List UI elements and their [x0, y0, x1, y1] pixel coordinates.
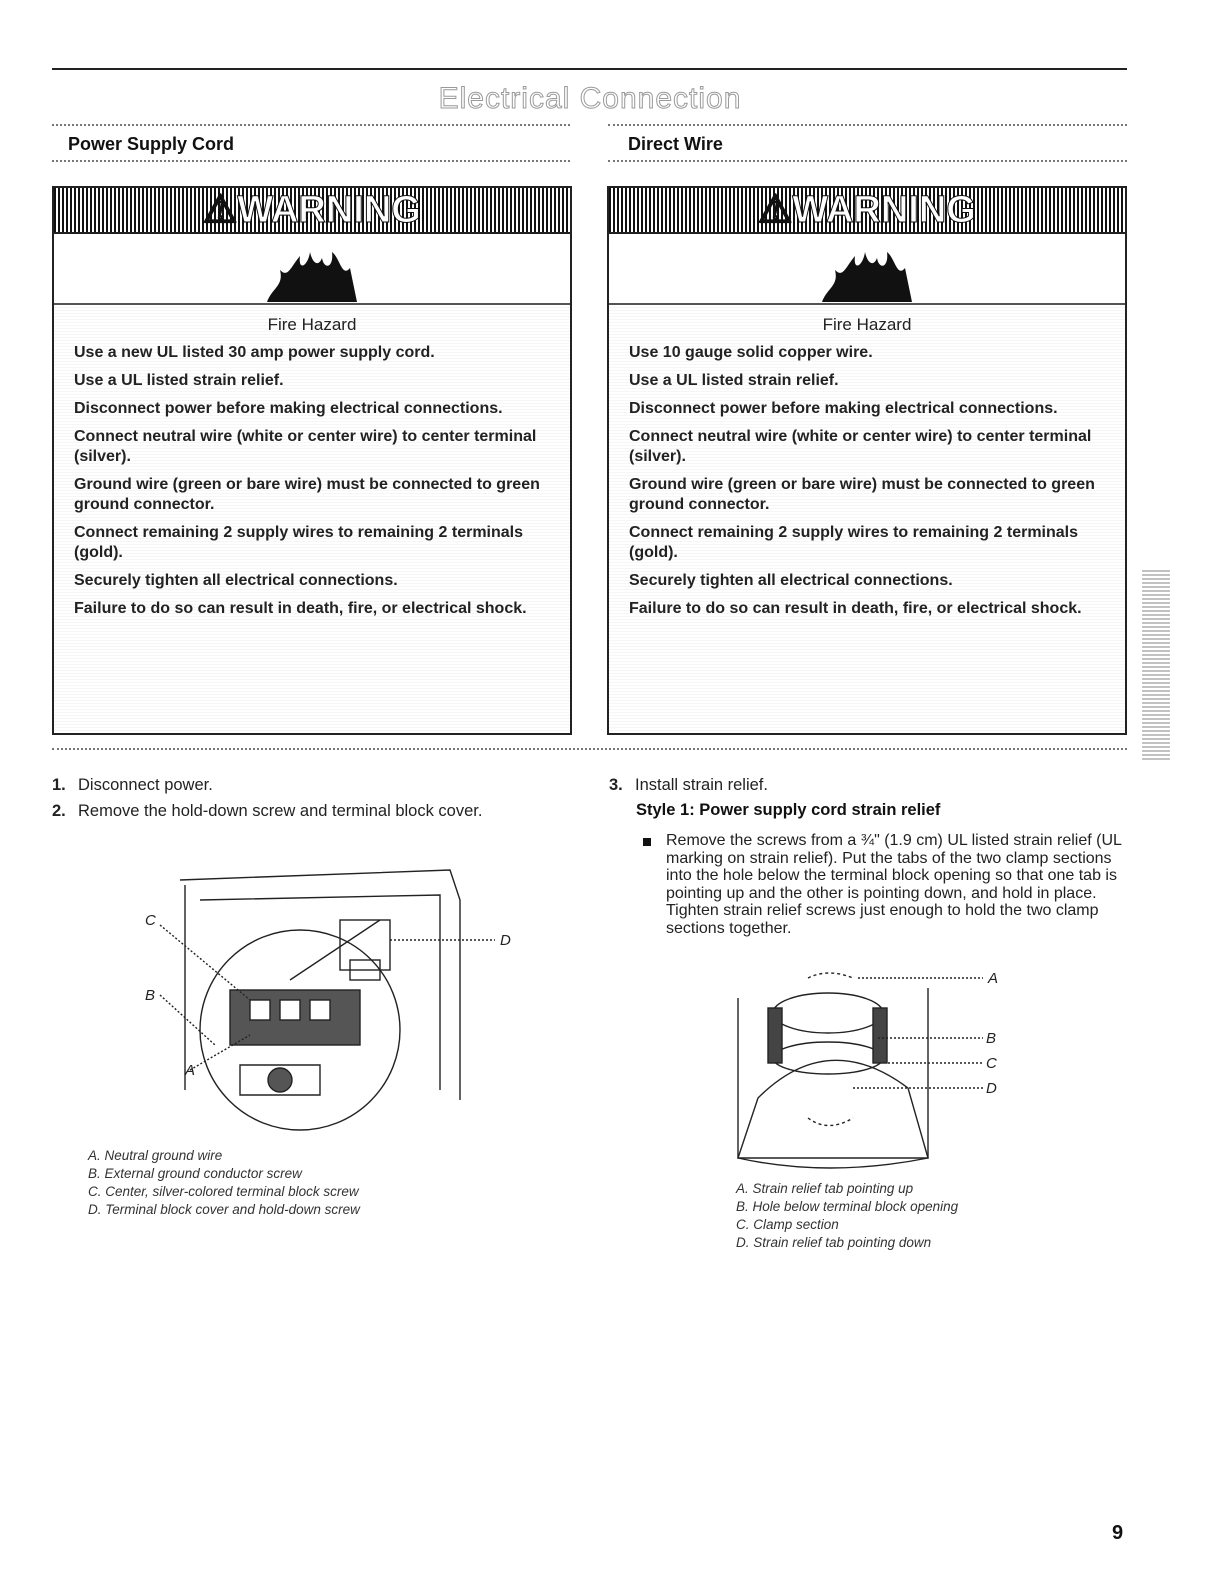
- step-text: Install strain relief.: [635, 776, 768, 794]
- figure-label-a: A: [185, 1062, 196, 1079]
- step-number: 2.: [52, 802, 66, 820]
- caption: C. Center, silver-colored terminal block screw: [88, 1184, 359, 1199]
- warning-line: Connect neutral wire (white or center wire) to center terminal (silver).: [629, 428, 1092, 465]
- divider: [52, 748, 1127, 750]
- warning-text: [609, 303, 1125, 733]
- bullet-text: Remove the screws from a ¾" (1.9 cm) UL listed strain relief (UL marking on strain relief). Put the tabs of the two clamp sections into the hole below the terminal block opening so that one tab is pointing up and the other is pointing down, and hold in place. Tighten strain relief screws just enough to hold the two clamp sections together.: [666, 832, 1122, 937]
- figure-label-a: A: [988, 970, 999, 987]
- step-1: [52, 776, 213, 795]
- figure-label-b: B: [145, 987, 156, 1004]
- warning-line: Connect remaining 2 supply wires to remaining 2 terminals (gold).: [629, 524, 1078, 561]
- warning-word: ⚠WARNING: [203, 189, 421, 231]
- warning-line: Disconnect power before making electrical connections.: [74, 400, 503, 417]
- warning-box-direct-wire: [607, 186, 1127, 735]
- hazard-title: Fire Hazard: [822, 315, 912, 334]
- caption: A. Neutral ground wire: [88, 1148, 223, 1163]
- figure-captions-right: [736, 1180, 958, 1252]
- caption: D. Terminal block cover and hold-down screw: [88, 1202, 360, 1217]
- step-2: [52, 802, 482, 821]
- fire-hazard-icon: [262, 248, 362, 304]
- warning-line: Ground wire (green or bare wire) must be connected to green ground connector.: [74, 476, 540, 513]
- fire-hazard-icon: [817, 248, 917, 304]
- strain-relief-diagram: [728, 968, 1028, 1178]
- warning-banner: [609, 188, 1125, 234]
- figure-label-d: D: [500, 932, 511, 949]
- divider: [608, 124, 1127, 126]
- page-title: Electrical Connection: [438, 82, 742, 115]
- caption: B. Hole below terminal block opening: [736, 1199, 959, 1214]
- warning-line: Connect neutral wire (white or center wire) to center terminal (silver).: [74, 428, 537, 465]
- language-side-tab: [1142, 570, 1170, 760]
- figure-label-d: D: [986, 1080, 997, 1097]
- bullet-icon: [643, 838, 651, 846]
- warning-line: Disconnect power before making electrical connections.: [629, 400, 1058, 417]
- warning-line: Use a UL listed strain relief.: [629, 372, 839, 389]
- step-number: 1.: [52, 776, 66, 794]
- warning-line: Connect remaining 2 supply wires to remaining 2 terminals (gold).: [74, 524, 523, 561]
- style1-heading: Style 1: Power supply cord strain relief: [636, 801, 941, 819]
- section-heading-direct-wire: Direct Wire: [628, 134, 723, 154]
- caption: D. Strain relief tab pointing down: [736, 1235, 932, 1250]
- hazard-title: Fire Hazard: [267, 315, 357, 334]
- warning-line: Ground wire (green or bare wire) must be connected to green ground connector.: [629, 476, 1095, 513]
- warning-line: Securely tighten all electrical connections.: [74, 572, 398, 589]
- warning-box-power-supply-cord: [52, 186, 572, 735]
- divider: [52, 160, 570, 162]
- step-number: 3.: [609, 776, 623, 794]
- warning-line: Securely tighten all electrical connections.: [629, 572, 953, 589]
- warning-word: ⚠WARNING: [758, 189, 976, 231]
- caption: A. Strain relief tab pointing up: [736, 1181, 914, 1196]
- warning-line: Failure to do so can result in death, fire, or electrical shock.: [74, 600, 527, 617]
- figure-label-c: C: [986, 1055, 997, 1072]
- figure-captions-left: [88, 1147, 360, 1219]
- step-3: [609, 776, 768, 795]
- figure-label-b: B: [986, 1030, 997, 1047]
- terminal-block-diagram: [140, 860, 540, 1150]
- figure-label-c: C: [145, 912, 156, 929]
- divider: [608, 160, 1127, 162]
- section-heading-power-supply-cord: Power Supply Cord: [68, 134, 235, 154]
- page-number: 9: [1112, 1522, 1124, 1544]
- warning-line: Use a UL listed strain relief.: [74, 372, 284, 389]
- step-text: Remove the hold-down screw and terminal block cover.: [78, 802, 483, 820]
- step-text: Disconnect power.: [78, 776, 213, 794]
- warning-text: [54, 303, 570, 733]
- caption: C. Clamp section: [736, 1217, 839, 1232]
- caption: B. External ground conductor screw: [88, 1166, 302, 1181]
- warning-line: Use a new UL listed 30 amp power supply cord.: [74, 344, 435, 361]
- top-rule: [52, 68, 1127, 70]
- warning-line: Use 10 gauge solid copper wire.: [629, 344, 873, 361]
- warning-line: Failure to do so can result in death, fire, or electrical shock.: [629, 600, 1082, 617]
- divider: [52, 124, 570, 126]
- warning-banner: [54, 188, 570, 234]
